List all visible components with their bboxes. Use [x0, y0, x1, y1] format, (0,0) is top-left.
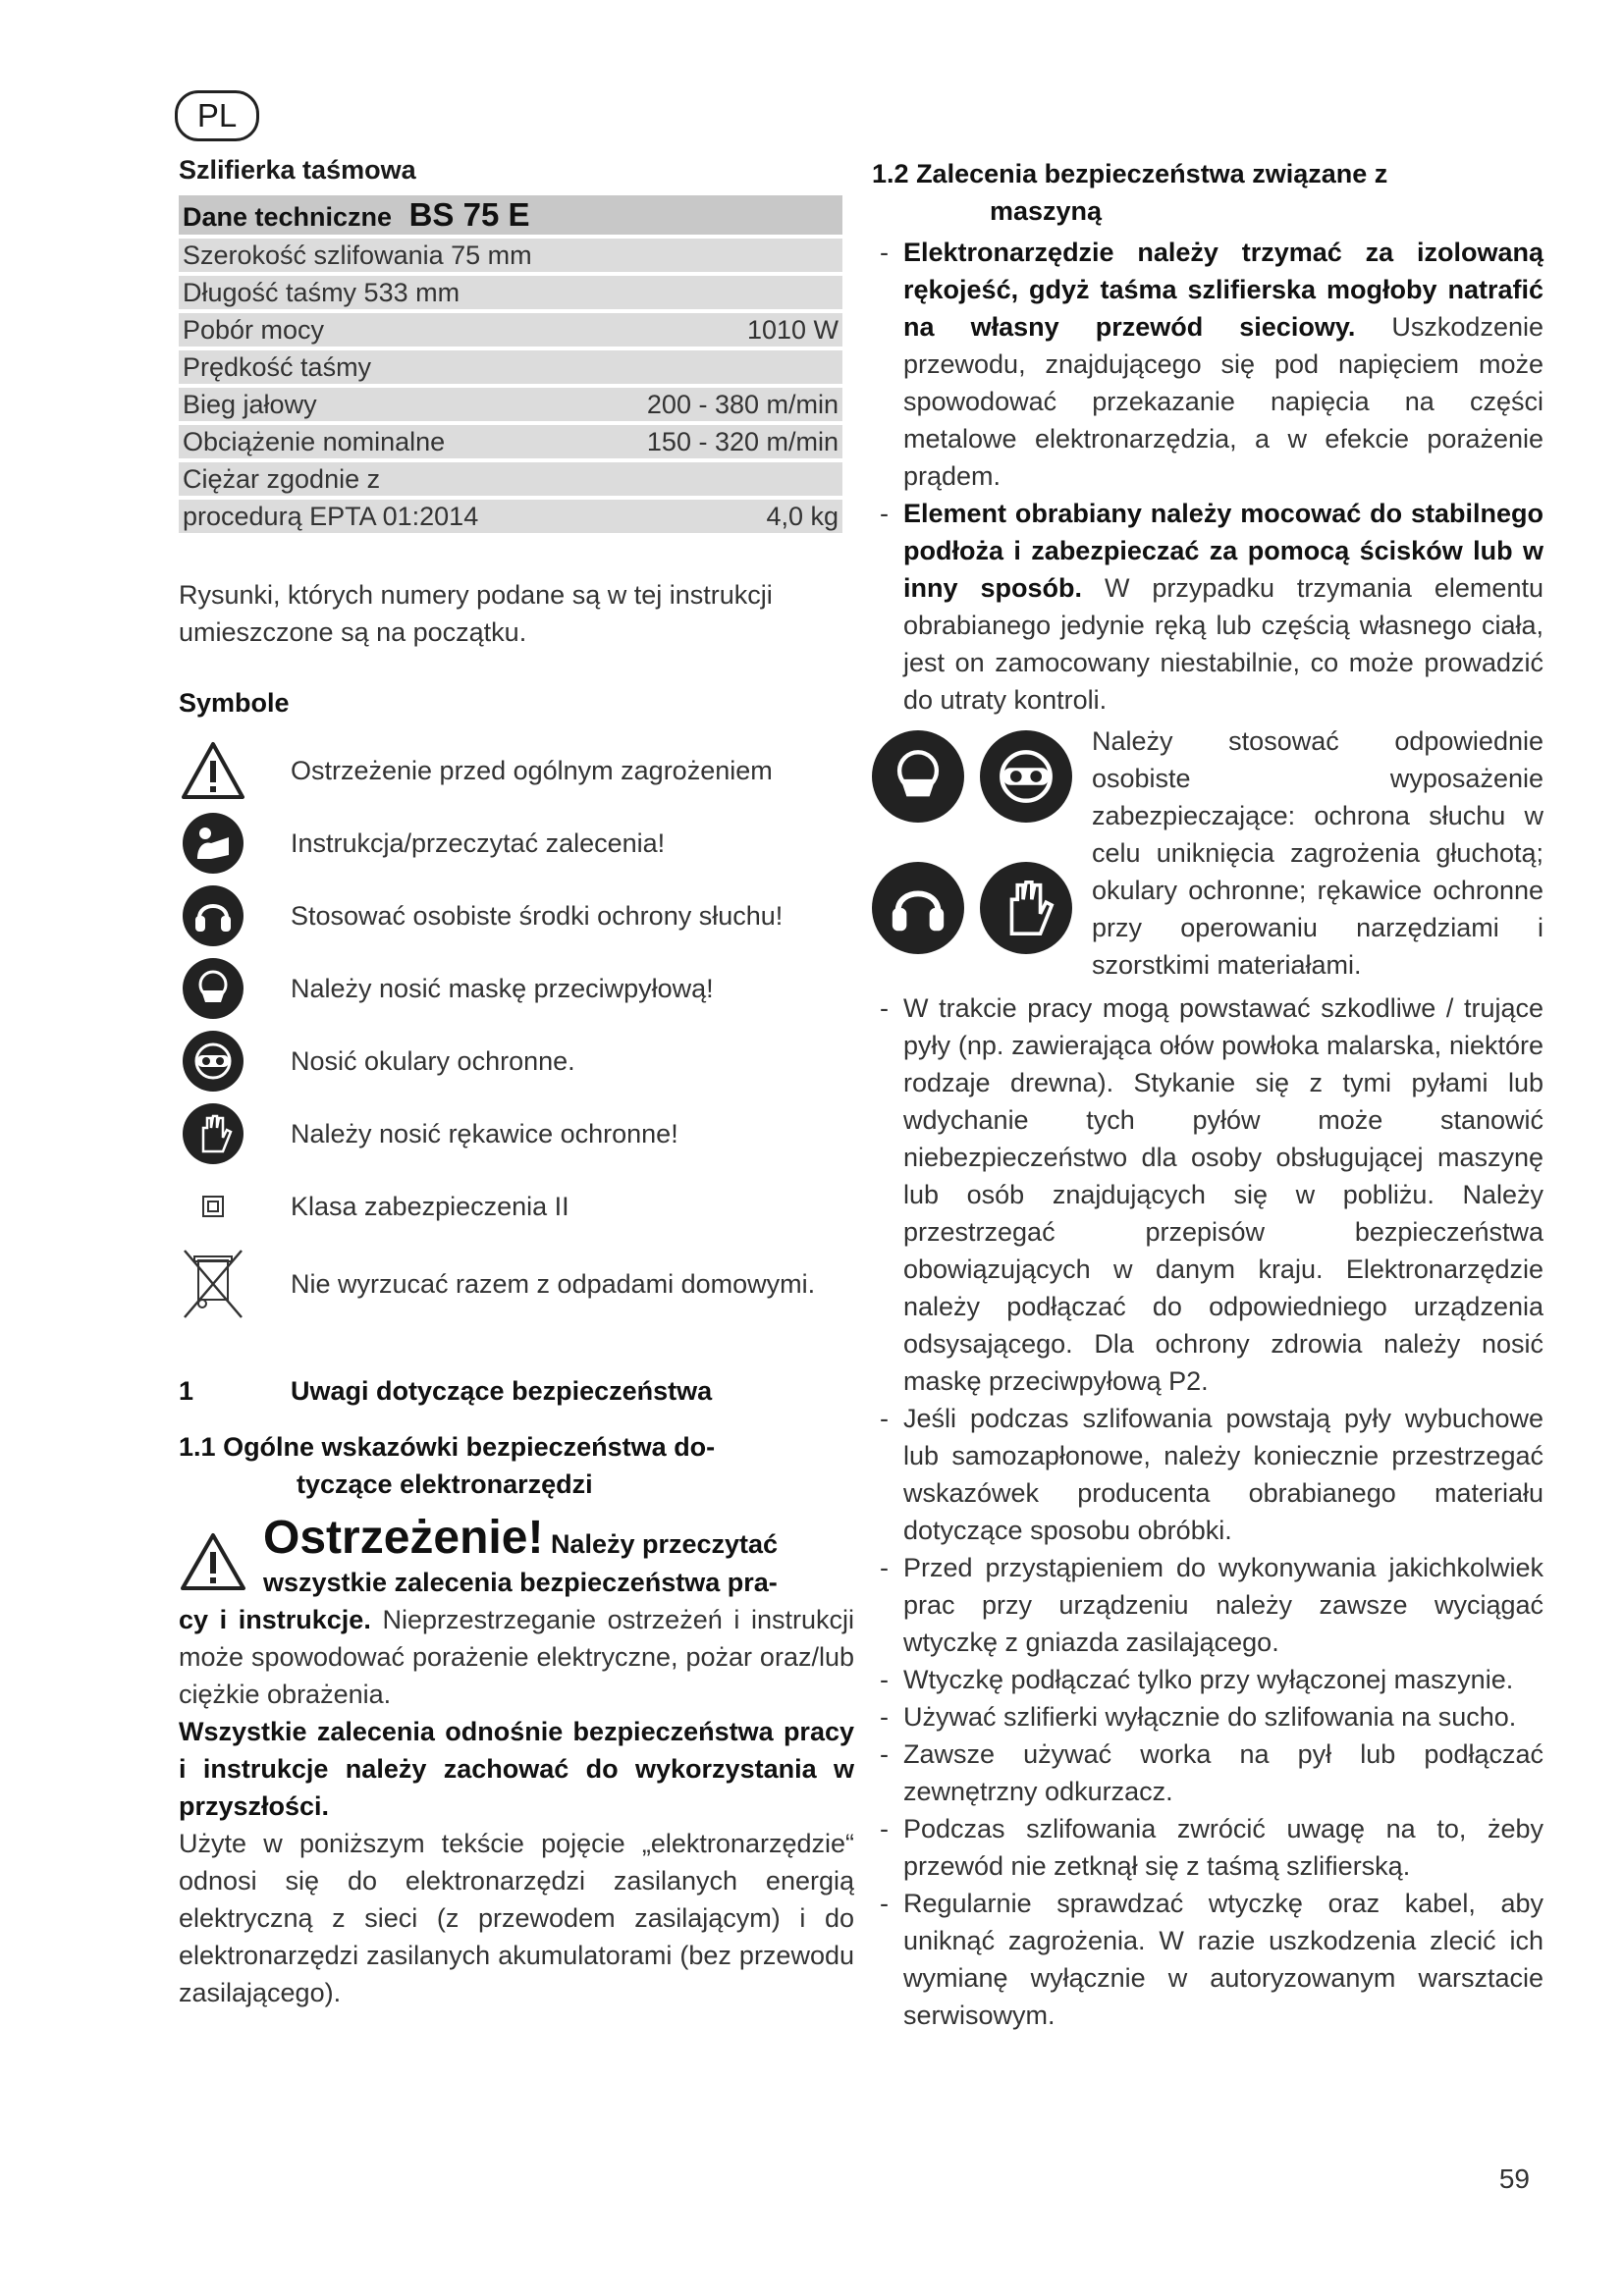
symbol-row — [179, 1025, 854, 1097]
list-item: - Regularnie sprawdzać wtyczkę oraz kabel, aby uniknąć zagrożenia. W razie uszkodzenia zlecić ich wymianę wyłącznie w autoryzowanym warsztacie serwisowym. — [872, 1885, 1543, 2034]
dust-mask-icon — [179, 956, 247, 1021]
dust-mask-icon — [872, 730, 964, 823]
symbol-row — [179, 880, 854, 952]
list-item: - Podczas szlifowania zwrócić uwagę na to, żeby przewód nie zetknął się z taśmą szlifierską. — [872, 1810, 1543, 1885]
warning-icon — [179, 738, 247, 803]
keep-note: Wszystkie zalecenia odnośnie bezpieczeństwa pracy i instrukcje należy zachować do wykorzystania w przyszłości. — [179, 1717, 854, 1821]
warning-bold-b: wszystkie zalecenia bezpieczeństwa pra- — [263, 1568, 778, 1597]
ppe-text: Należy stosować odpowiednie osobiste wyposażenie zabezpieczające: ochrona słuchu w celu uniknięcia zagrożenia głuchotą; okulary ochronne; rękawice ochronne przy operowaniu narzędziami i szorstkimi materiałami. — [1092, 726, 1543, 980]
warning-line-1 — [179, 1512, 854, 1564]
symbols-heading: Symbole — [179, 688, 290, 718]
spec-row — [179, 462, 842, 496]
spec-value: 200 - 380 m/min — [605, 388, 842, 421]
symbol-text: Klasa zabezpieczenia II — [291, 1191, 569, 1221]
symbol-text: Stosować osobiste środki ochrony słuchu! — [291, 900, 784, 931]
spec-value: 4,0 kg — [605, 500, 842, 533]
section-number: 1 — [179, 1376, 194, 1406]
spec-label: procedurą EPTA 01:2014 — [179, 500, 605, 533]
term-note: Użyte w poniższym tekście pojęcie „elektronarzędzie“ odnosi się do elektronarzędzi zasilanych energią elektryczną z sieci (z przewodem zasilającym) i do elektronarzędzi zasilanych akumulatorami (bez przewodu zasilającego). — [179, 1829, 854, 2007]
section-1-2-heading — [872, 155, 1543, 230]
spec-table — [179, 191, 842, 537]
class-ii-icon — [179, 1174, 247, 1239]
ear-protection-icon — [179, 883, 247, 948]
symbol-row — [179, 1243, 854, 1325]
spec-row — [179, 313, 842, 347]
spec-label: Pobór mocy — [179, 313, 605, 347]
item-text: W przypadku trzymania elementu obrabianego jedynie ręką lub częścią własnego ciała, jest on zamocowany niestabilnie, co może prowadzić do utraty kontroli. — [903, 573, 1543, 715]
item-text: Uszkodzenie przewodu, znajdującego się pod napięciem może spowodować przekazanie napięcia na części metalowe elektronarzędzia, a w efekcie porażenie prądem. — [903, 312, 1543, 491]
section-number: 1.2 — [872, 159, 909, 188]
ppe-block — [872, 722, 1543, 984]
spec-row — [179, 350, 842, 384]
gloves-icon — [980, 862, 1072, 954]
list-item: - Zawsze używać worka na pył lub podłączać zewnętrzny odkurzacz. — [872, 1735, 1543, 1810]
section-1-heading — [179, 1376, 854, 1407]
symbol-row — [179, 1097, 854, 1170]
weee-bin-icon — [179, 1252, 247, 1316]
item-bold: Elektronarzędzie należy trzymać za izolowaną rękojeść, gdyż taśma szlifierska mogłoby natrafić na własny przewód sieciowy. — [903, 238, 1543, 342]
safety-goggles-icon — [179, 1029, 247, 1094]
warning-bold-c: cy i instrukcje. — [179, 1605, 371, 1634]
section-1-1-heading — [179, 1428, 854, 1503]
spec-label: Szerokość szlifowania 75 mm — [179, 239, 605, 272]
symbol-row — [179, 1170, 854, 1243]
warning-big-label: Ostrzeżenie! — [263, 1512, 544, 1564]
symbol-row — [179, 734, 854, 807]
spec-value — [605, 462, 842, 496]
item-bold: Element obrabiany należy mocować do stabilnego podłoża i zabezpieczać za pomocą ścisków lub w inny sposób. — [903, 499, 1543, 603]
symbol-text: Nie wyrzucać razem z odpadami domowymi. — [291, 1268, 816, 1299]
list-item: - Używać szlifierki wyłącznie do szlifowania na sucho. — [872, 1698, 1543, 1735]
spec-label: Obciążenie nominalne — [179, 425, 605, 458]
spec-row — [179, 388, 842, 421]
section-title: Uwagi dotyczące bezpieczeństwa — [291, 1376, 713, 1406]
list-item — [872, 495, 1543, 719]
symbol-text: Nosić okulary ochronne. — [291, 1045, 575, 1076]
spec-label: Ciężar zgodnie z — [179, 462, 605, 496]
right-column — [872, 155, 1543, 2034]
symbol-text: Instrukcja/przeczytać zalecenia! — [291, 828, 666, 858]
symbol-text: Należy nosić rękawice ochronne! — [291, 1118, 678, 1148]
warning-normal: Nieprzestrzeganie ostrzeżeń i instrukcji może spowodować porażenie elektryczne, pożar oraz/lub ciężkie obrażenia. — [179, 1605, 854, 1709]
section-title-b: maszyną — [990, 196, 1103, 226]
section-title-b: tyczące elektronarzędzi — [297, 1469, 593, 1499]
warning-icon — [179, 1532, 247, 1591]
list-item: - Przed przystąpieniem do wykonywania jakichkolwiek prac przy urządzeniu należy zawsze wyciągać wtyczkę z gniazda zasilającego. — [872, 1549, 1543, 1661]
left-column — [179, 155, 854, 2011]
spec-value — [605, 276, 842, 309]
list-item — [872, 234, 1543, 495]
spec-header-cell — [179, 195, 842, 235]
section-title-a: Ogólne wskazówki bezpieczeństwa do- — [223, 1432, 716, 1462]
ear-protection-icon — [872, 862, 964, 954]
language-badge: PL — [175, 90, 259, 141]
symbols-list — [179, 734, 854, 1325]
symbol-text: Należy nosić maskę przeciwpyłową! — [291, 973, 714, 1003]
spec-value — [605, 350, 842, 384]
spec-row — [179, 425, 842, 458]
list-item: - Wtyczkę podłączać tylko przy wyłączonej maszynie. — [872, 1661, 1543, 1698]
spec-value: 150 - 320 m/min — [605, 425, 842, 458]
section-number: 1.1 — [179, 1432, 216, 1462]
spec-label: Bieg jałowy — [179, 388, 605, 421]
spec-row — [179, 276, 842, 309]
list-item: - Jeśli podczas szlifowania powstają pyły wybuchowe lub samozapłonowe, należy koniecznie przestrzegać wskazówek producenta obrabianego materiału dotyczące sposobu obróbki. — [872, 1400, 1543, 1549]
safety-goggles-icon — [980, 730, 1072, 823]
list-item: - W trakcie pracy mogą powstawać szkodliwe / trujące pyły (np. zawierająca ołów powłoka malarska, niektóre rodzaje drewna). Stykanie się z tymi pyłami lub wdychanie tych pyłów może stanowić niebezpieczeństwo dla osoby obsługującej maszynę lub osób znajdujących się w pobliżu. Należy przestrzegać przepisów bezpieczeństwa obowiązujących w danym kraju. Elektronarzędzie należy podłączać do odpowiedniego urządzenia odsysającego. Dla ochrony zdrowia należy nosić maskę przeciwpyłową P2. — [872, 989, 1543, 1400]
spec-header-row — [179, 195, 842, 235]
warning-block — [179, 1512, 854, 1713]
symbol-row — [179, 952, 854, 1025]
symbol-text: Ostrzeżenie przed ogólnym zagrożeniem — [291, 755, 773, 785]
page-number: 59 — [1498, 2163, 1530, 2194]
gloves-icon — [179, 1101, 247, 1166]
spec-value: 1010 W — [605, 313, 842, 347]
symbol-row — [179, 807, 854, 880]
ppe-icon-grid — [872, 722, 1084, 984]
section-title-a: Zalecenia bezpieczeństwa związane z — [916, 159, 1388, 188]
spec-row — [179, 500, 842, 533]
spec-value — [605, 239, 842, 272]
spec-label: Długość taśmy 533 mm — [179, 276, 605, 309]
spec-header-label: Dane techniczne — [183, 202, 393, 232]
warning-bold-a: Należy przeczytać — [550, 1529, 779, 1559]
spec-label: Prędkość taśmy — [179, 350, 605, 384]
model-name: BS 75 E — [408, 196, 530, 233]
figures-note: Rysunki, których numery podane są w tej instrukcji umieszczone są na początku. — [179, 580, 773, 647]
product-title: Szlifierka taśmowa — [179, 155, 416, 185]
read-manual-icon — [179, 811, 247, 876]
warning-body — [179, 1601, 854, 1713]
spec-row — [179, 239, 842, 272]
